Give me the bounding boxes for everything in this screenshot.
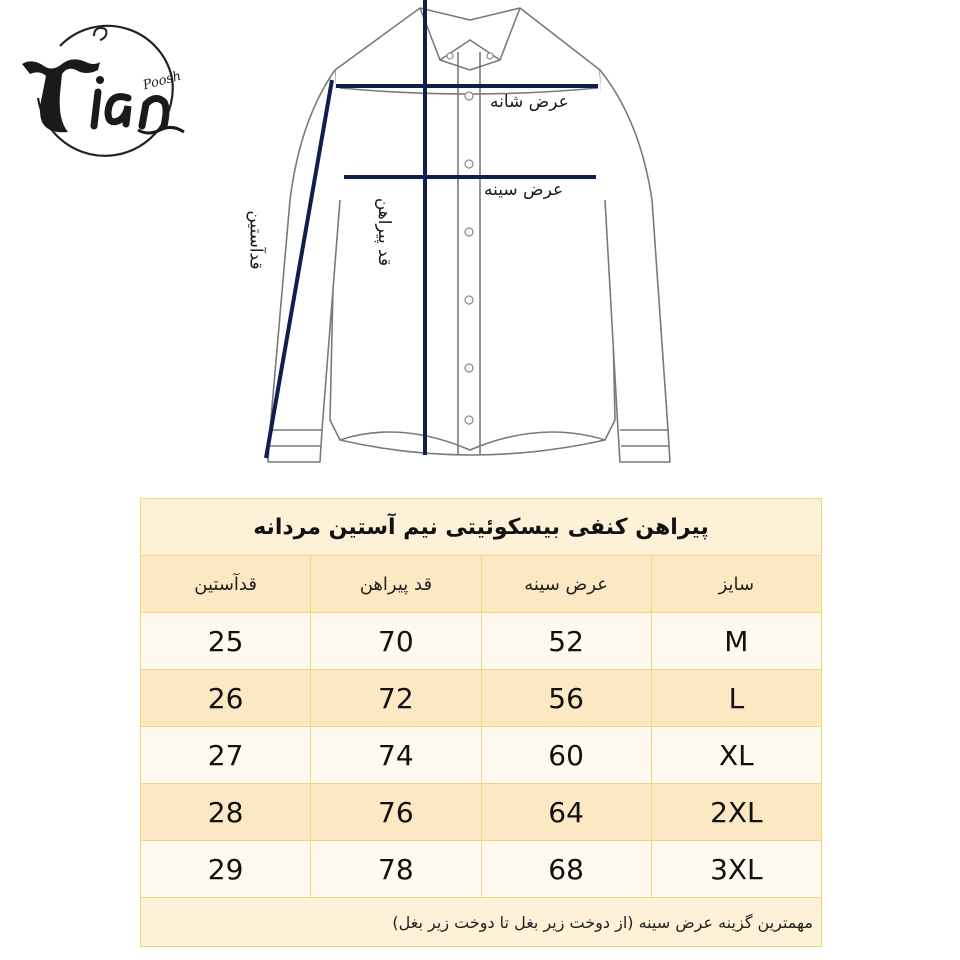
cell-sleeve: 25 bbox=[141, 613, 311, 670]
cell-length: 72 bbox=[311, 670, 481, 727]
cell-size: L bbox=[651, 670, 821, 727]
brand-sub-text: Poosh bbox=[141, 68, 183, 94]
sleeve-length-label: قدآستین bbox=[245, 210, 266, 270]
table-title: پیراهن کنفی بیسکوئیتی نیم آستین مردانه bbox=[141, 499, 822, 556]
table-row bbox=[141, 784, 822, 841]
cell-sleeve: 26 bbox=[141, 670, 311, 727]
brand-logo bbox=[20, 18, 190, 178]
cell-chest: 52 bbox=[481, 613, 651, 670]
cell-sleeve: 27 bbox=[141, 727, 311, 784]
table-row bbox=[141, 841, 822, 898]
header-length: قد پیراهن bbox=[311, 556, 481, 613]
cell-length: 70 bbox=[311, 613, 481, 670]
header-chest: عرض سینه bbox=[481, 556, 651, 613]
header-size: سایز bbox=[651, 556, 821, 613]
cell-length: 74 bbox=[311, 727, 481, 784]
cell-size: XL bbox=[651, 727, 821, 784]
cell-length: 76 bbox=[311, 784, 481, 841]
chest-width-label: عرض سینه bbox=[484, 180, 564, 200]
cell-sleeve: 29 bbox=[141, 841, 311, 898]
size-chart-table bbox=[140, 498, 822, 947]
cell-sleeve: 28 bbox=[141, 784, 311, 841]
cell-size: M bbox=[651, 613, 821, 670]
shoulder-width-label: عرض شانه bbox=[490, 92, 569, 112]
shirt-diagram bbox=[240, 0, 720, 480]
cell-chest: 60 bbox=[481, 727, 651, 784]
cell-chest: 56 bbox=[481, 670, 651, 727]
table-note: مهمترین گزینه عرض سینه (از دوخت زیر بغل تا دوخت زیر بغل) bbox=[141, 898, 822, 947]
cell-chest: 64 bbox=[481, 784, 651, 841]
cell-chest: 68 bbox=[481, 841, 651, 898]
table-row bbox=[141, 613, 822, 670]
shirt-length-label: قد پیراهن bbox=[374, 197, 395, 267]
table-row bbox=[141, 727, 822, 784]
cell-size: 3XL bbox=[651, 841, 821, 898]
table-header-row bbox=[141, 556, 822, 613]
table-row bbox=[141, 670, 822, 727]
cell-size: 2XL bbox=[651, 784, 821, 841]
cell-length: 78 bbox=[311, 841, 481, 898]
header-sleeve: قدآستین bbox=[141, 556, 311, 613]
